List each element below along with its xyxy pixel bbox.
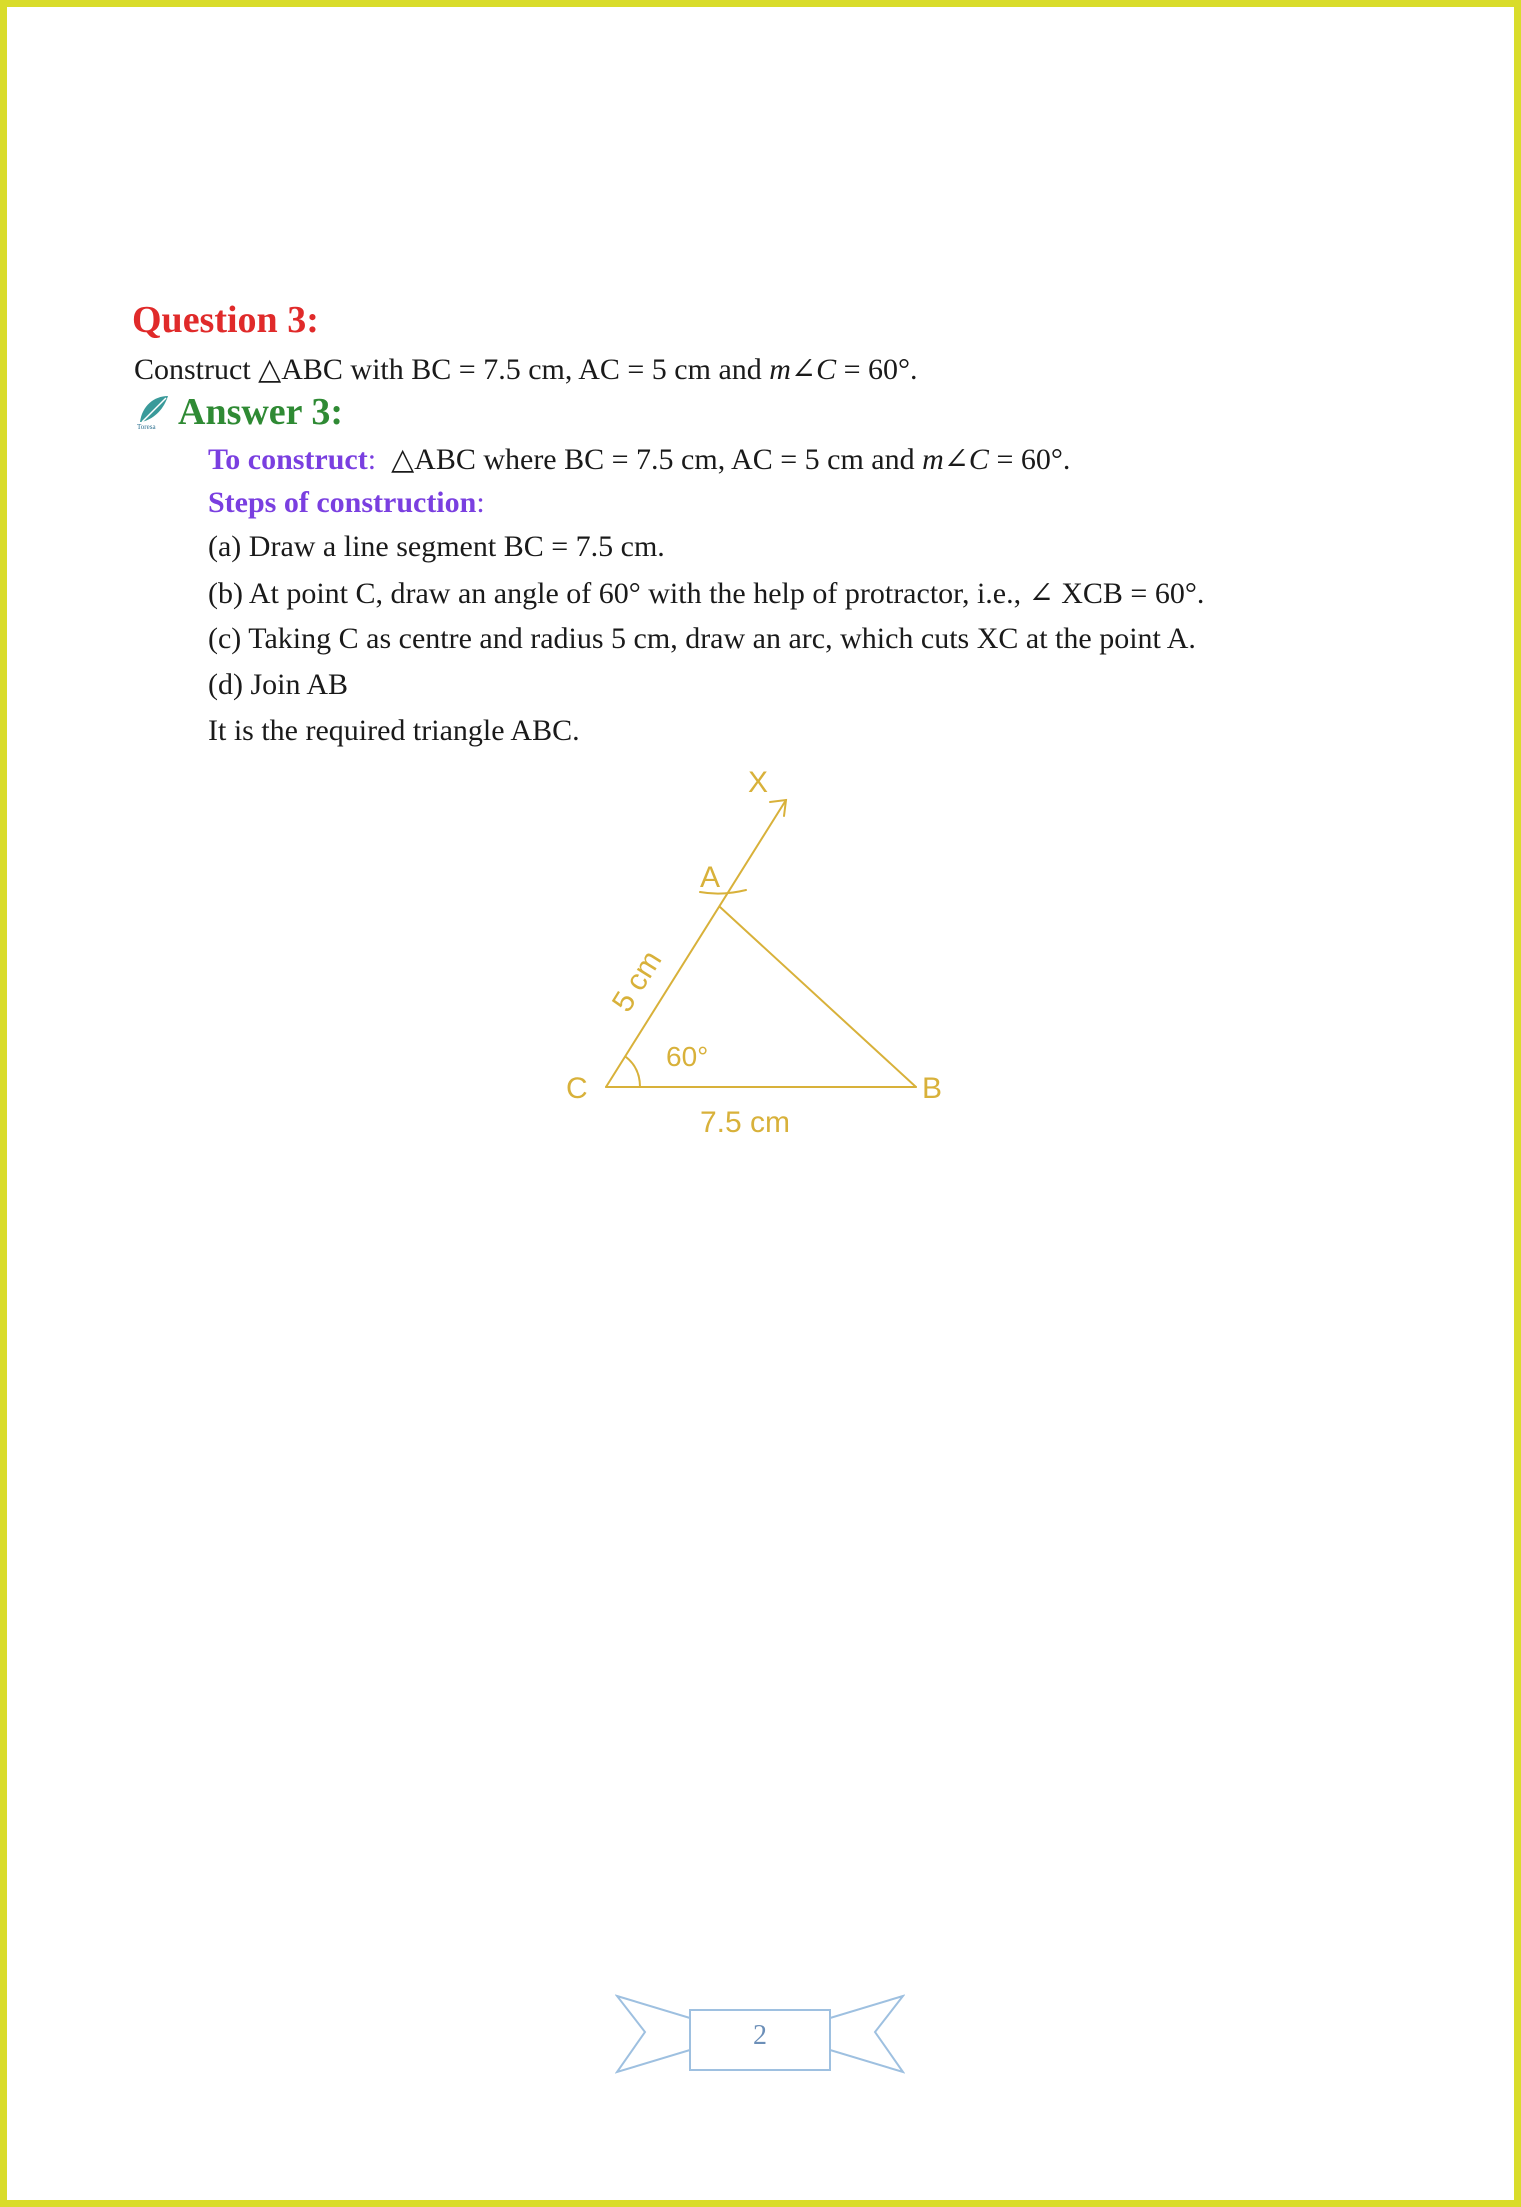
triangle-diagram [540, 752, 980, 1152]
steps-colon: : [476, 486, 485, 519]
question-body: ABC with BC = 7.5 cm, AC = 5 cm and [281, 353, 770, 386]
svg-text:Toresa: Toresa [137, 423, 156, 431]
side-ab [720, 907, 916, 1087]
leaf-logo-icon [134, 392, 174, 432]
page-number: 2 [753, 2020, 767, 2051]
steps-heading [208, 486, 485, 520]
answer-heading: Answer 3: [178, 391, 344, 433]
triangle-symbol: △ [258, 353, 282, 386]
question-heading: Question 3: [132, 299, 319, 341]
to-construct-angle: m∠C [922, 443, 989, 476]
label-a: A [700, 861, 721, 894]
to-construct-text: △ABC where BC = 7.5 cm, AC = 5 cm and [376, 443, 923, 476]
step-b: (b) At point C, draw an angle of 60° with the help of protractor, i.e., ∠ XCB = 60°. [208, 577, 1205, 610]
label-x: X [748, 766, 769, 799]
answer-heading-row [134, 390, 343, 434]
step-a: (a) Draw a line segment BC = 7.5 cm. [208, 530, 665, 563]
label-c: C [566, 1072, 588, 1105]
angle-measure: m∠C [769, 353, 837, 386]
to-construct-colon: : [367, 443, 377, 476]
conclusion: It is the required triangle ABC. [208, 714, 580, 747]
step-d: (d) Join AB [208, 668, 349, 701]
label-bc: 7.5 cm [700, 1106, 791, 1139]
label-ac: 5 cm [605, 945, 669, 1018]
label-angle: 60° [666, 1041, 709, 1072]
step-c: (c) Taking C as centre and radius 5 cm, draw an arc, which cuts XC at the point A. [208, 622, 1196, 655]
angle-arc [626, 1057, 640, 1087]
label-b: B [922, 1072, 943, 1105]
to-construct-line [208, 442, 1070, 477]
question-prefix: Construct [134, 353, 259, 386]
steps-label: Steps of construction [208, 486, 477, 519]
to-construct-label: To construct [208, 443, 368, 476]
question-suffix: = 60°. [836, 353, 918, 386]
question-text [134, 352, 918, 387]
to-construct-suffix: = 60°. [988, 443, 1071, 476]
